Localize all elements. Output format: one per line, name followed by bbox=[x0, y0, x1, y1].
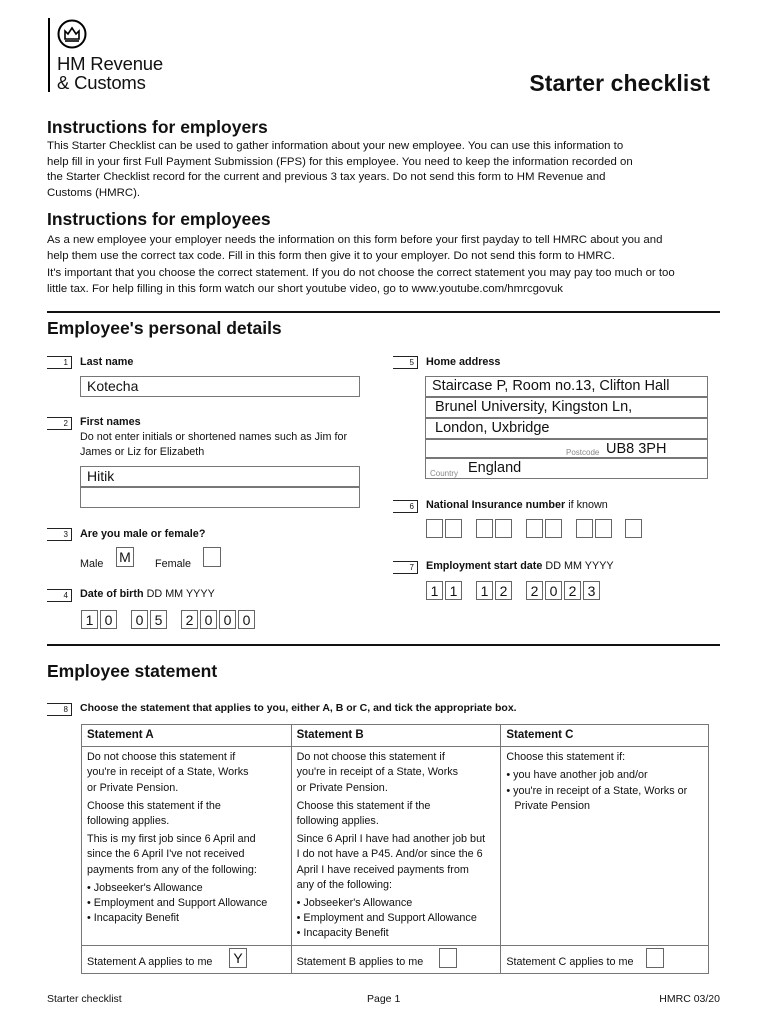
statement-c-checkbox[interactable] bbox=[646, 948, 664, 968]
home-address-label: Home address bbox=[426, 356, 501, 368]
postcode-label: Postcode bbox=[566, 448, 600, 457]
statement-a-title: Statement A bbox=[82, 725, 292, 747]
gender-label: Are you male or female? bbox=[80, 528, 206, 540]
employee-instructions-text2: It's important that you choose the correct statement. If you do not choose the correct statement you may pay too much or too little tax. For help filling in this form watch our short youtube video, go to www.youtube.com/hmrcgovuk bbox=[47, 267, 675, 295]
statement-a-checkbox[interactable]: Y bbox=[229, 948, 247, 968]
list-item: • Jobseeker's Allowance bbox=[87, 881, 286, 896]
list-item: • Jobseeker's Allowance bbox=[297, 896, 496, 911]
start-date-digit[interactable]: 2 bbox=[564, 581, 581, 600]
postcode-row bbox=[425, 439, 708, 458]
dob-digit[interactable]: 5 bbox=[150, 610, 167, 629]
question-number-5: 5 bbox=[393, 356, 418, 369]
statement-b-p2: Choose this statement if the following applies. bbox=[296, 799, 431, 828]
question-number-7: 7 bbox=[393, 561, 418, 574]
statement-choice-label: Choose the statement that applies to you, either A, B or C, and tick the appropriate box. bbox=[80, 702, 517, 714]
ni-label-suffix: if known bbox=[568, 499, 608, 511]
list-item: • Employment and Support Allowance bbox=[297, 911, 496, 926]
question-number-6: 6 bbox=[393, 500, 418, 513]
employer-instructions-text: This Starter Checklist can be used to gather information about your new employee. You can use this information to help fill in your first Full Payment Submission (FPS) for this employee. You need to keep the information recorded on the Starter Checklist record for the current and previous 3 tax years. Do not send this form to HM Revenue and Customs (HMRC). bbox=[47, 140, 633, 199]
statement-c-p1: Choose this statement if: bbox=[506, 751, 626, 764]
question-number-3: 3 bbox=[47, 528, 72, 541]
employee-instructions-heading: Instructions for employees bbox=[47, 209, 271, 229]
statement-a-p1: Do not choose this statement if you're in receipt of a State, Works or Private Pension. bbox=[87, 751, 249, 794]
ni-cell[interactable] bbox=[476, 519, 493, 538]
first-names-note: Do not enter initials or shortened names such as Jim for James or Liz for Elizabeth bbox=[80, 431, 348, 458]
male-label: Male bbox=[80, 558, 104, 570]
ni-number-label bbox=[426, 498, 608, 512]
dob-digit[interactable]: 2 bbox=[181, 610, 198, 629]
last-name-input[interactable]: Kotecha bbox=[80, 376, 360, 397]
start-date-digit[interactable]: 3 bbox=[583, 581, 600, 600]
ni-cell[interactable] bbox=[595, 519, 612, 538]
statement-c-list bbox=[506, 768, 691, 814]
ni-cell[interactable] bbox=[445, 519, 462, 538]
address-line2-input[interactable]: Brunel University, Kingston Ln, bbox=[425, 397, 708, 418]
question-number-1: 1 bbox=[47, 356, 72, 369]
statement-a-p2: Choose this statement if the following applies. bbox=[87, 799, 221, 828]
ni-cell[interactable] bbox=[526, 519, 543, 538]
female-checkbox[interactable] bbox=[203, 547, 221, 567]
ni-cell[interactable] bbox=[495, 519, 512, 538]
dob-format: DD MM YYYY bbox=[146, 588, 215, 600]
statement-b-title: Statement B bbox=[291, 725, 501, 747]
start-date-digit[interactable]: 1 bbox=[476, 581, 493, 600]
country-label: Country bbox=[430, 469, 459, 478]
personal-details-heading: Employee's personal details bbox=[47, 318, 282, 338]
ni-cell[interactable] bbox=[576, 519, 593, 538]
dob-digit[interactable]: 0 bbox=[219, 610, 236, 629]
statement-b-applies-label: Statement B applies to me bbox=[296, 955, 424, 968]
start-date-digit[interactable]: 2 bbox=[526, 581, 543, 600]
question-number-8: 8 bbox=[47, 703, 72, 716]
employee-instructions-text1: As a new employee your employer needs the information on this form before your first payday to tell HMRC about you and help them use the correct tax code. Fill in this form then give it to your employer. Do not send this form to HMRC. bbox=[47, 234, 663, 262]
list-item: • you have another job and/or bbox=[506, 768, 691, 783]
address-line3-input[interactable]: London, Uxbridge bbox=[425, 418, 708, 439]
ni-cell[interactable] bbox=[625, 519, 642, 538]
statement-table bbox=[81, 724, 709, 974]
start-date-label-text: Employment start date bbox=[426, 560, 543, 572]
list-item: • you're in receipt of a State, Works or Private Pension bbox=[506, 784, 691, 814]
royal-crest-icon bbox=[57, 19, 87, 49]
employer-instructions-heading: Instructions for employers bbox=[47, 117, 268, 137]
start-date-label bbox=[426, 559, 614, 573]
dob-digit[interactable]: 0 bbox=[131, 610, 148, 629]
dob-label-text: Date of birth bbox=[80, 588, 144, 600]
statement-b-list bbox=[297, 896, 496, 942]
footer-form-code: HMRC 03/20 bbox=[659, 993, 720, 1005]
dob-label bbox=[80, 587, 215, 601]
dob-digit[interactable]: 1 bbox=[81, 610, 98, 629]
org-name-line1: HM Revenue bbox=[57, 53, 163, 74]
first-names-input-line1[interactable]: Hitik bbox=[80, 466, 360, 487]
dob-digit[interactable]: 0 bbox=[238, 610, 255, 629]
question-number-2: 2 bbox=[47, 417, 72, 430]
dob-digit[interactable]: 0 bbox=[200, 610, 217, 629]
section-rule-statement bbox=[47, 644, 720, 646]
first-names-input-line2[interactable] bbox=[80, 487, 360, 508]
list-item: • Incapacity Benefit bbox=[87, 911, 286, 926]
female-label: Female bbox=[155, 558, 192, 570]
footer-form-name: Starter checklist bbox=[47, 993, 122, 1005]
ni-cell[interactable] bbox=[426, 519, 443, 538]
start-date-digit[interactable]: 1 bbox=[445, 581, 462, 600]
country-input[interactable]: England bbox=[468, 460, 522, 476]
start-date-format: DD MM YYYY bbox=[545, 560, 614, 572]
document-title: Starter checklist bbox=[529, 70, 710, 96]
first-names-label: First names bbox=[80, 416, 141, 428]
dob-digit[interactable]: 0 bbox=[100, 610, 117, 629]
male-checkbox[interactable]: M bbox=[116, 547, 134, 567]
footer-page-number: Page 1 bbox=[367, 993, 401, 1005]
statement-c-title: Statement C bbox=[501, 725, 709, 747]
country-row bbox=[425, 458, 708, 479]
statement-b-checkbox[interactable] bbox=[439, 948, 457, 968]
list-item: • Incapacity Benefit bbox=[297, 926, 496, 941]
address-line1-input[interactable]: Staircase P, Room no.13, Clifton Hall bbox=[425, 376, 708, 397]
ni-label-text: National Insurance number bbox=[426, 499, 566, 511]
org-name-line2: & Customs bbox=[57, 72, 146, 93]
last-name-label: Last name bbox=[80, 356, 134, 368]
question-number-4: 4 bbox=[47, 589, 72, 602]
statement-c-applies-label: Statement C applies to me bbox=[506, 955, 634, 968]
employee-statement-heading: Employee statement bbox=[47, 661, 218, 681]
ni-cell[interactable] bbox=[545, 519, 562, 538]
start-date-digit[interactable]: 2 bbox=[495, 581, 512, 600]
statement-a-list bbox=[87, 881, 286, 927]
statement-b-p3: Since 6 April I have had another job but I do not have a P45. And/or since the 6 April I have received payments from any of the following: bbox=[296, 833, 486, 891]
list-item: • Employment and Support Allowance bbox=[87, 896, 286, 911]
postcode-input[interactable]: UB8 3PH bbox=[606, 441, 667, 457]
logo-divider bbox=[48, 18, 50, 92]
start-date-digit[interactable]: 1 bbox=[426, 581, 443, 600]
statement-a-applies-label: Statement A applies to me bbox=[87, 955, 213, 968]
statement-a-p3: This is my first job since 6 April and since the 6 April I've not received payments from any of the following: bbox=[87, 833, 257, 876]
start-date-digit[interactable]: 0 bbox=[545, 581, 562, 600]
statement-b-p1: Do not choose this statement if you're in receipt of a State, Works or Private Pension. bbox=[296, 751, 459, 794]
section-rule-personal bbox=[47, 311, 720, 313]
